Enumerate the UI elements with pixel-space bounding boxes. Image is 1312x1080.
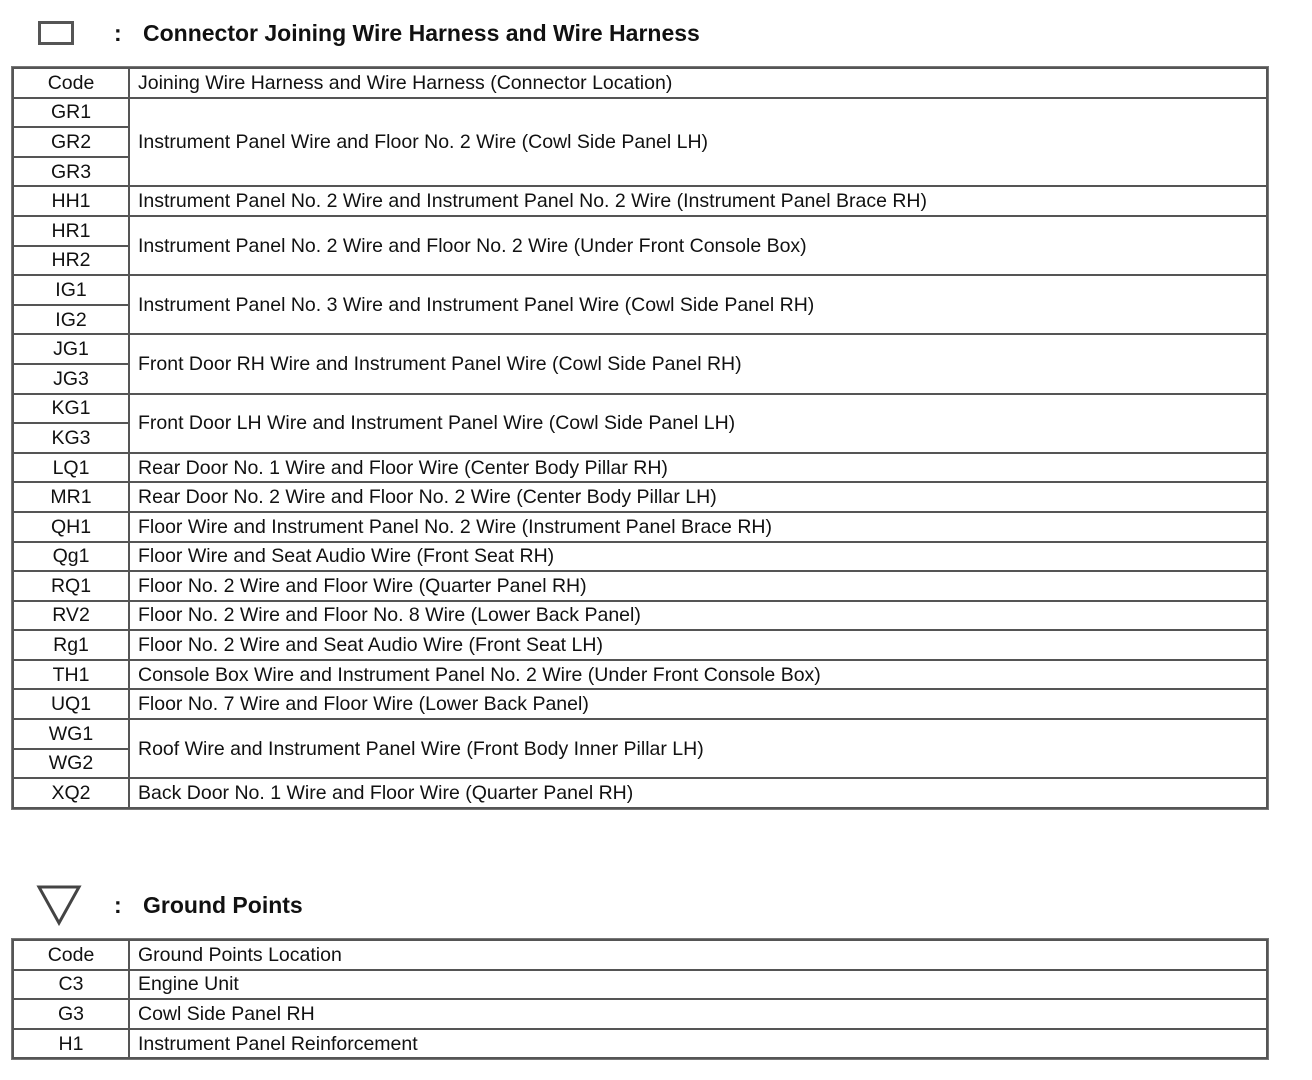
location-description: Engine Unit [129,970,1267,1000]
location-description: Front Door RH Wire and Instrument Panel Wire (Cowl Side Panel RH) [129,334,1267,393]
table-row [13,999,1267,1029]
connector-code: UQ1 [13,689,129,719]
table-row [13,216,1267,246]
connector-code: GR3 [13,157,129,187]
header-description: Ground Points Location [129,940,1267,970]
table-row [13,453,1267,483]
location-description: Rear Door No. 1 Wire and Floor Wire (Center Body Pillar RH) [129,453,1267,483]
location-description: Roof Wire and Instrument Panel Wire (Front Body Inner Pillar LH) [129,719,1267,778]
connector-code: Rg1 [13,630,129,660]
table-row [13,630,1267,660]
table-row [13,689,1267,719]
connector-code: KG3 [13,423,129,453]
connector-section-title: Connector Joining Wire Harness and Wire Harness [143,20,700,46]
location-description: Front Door LH Wire and Instrument Panel Wire (Cowl Side Panel LH) [129,394,1267,453]
connector-code: HR1 [13,216,129,246]
connector-code: GR1 [13,98,129,128]
table-header-row [13,940,1267,970]
location-description: Instrument Panel No. 3 Wire and Instrument Panel Wire (Cowl Side Panel RH) [129,275,1267,334]
connector-table [12,67,1268,809]
table-row [13,660,1267,690]
table-row [13,542,1267,572]
table-row [13,571,1267,601]
table-row [13,1029,1267,1059]
ground-points-table [12,939,1268,1059]
table-row [13,778,1267,808]
table-row [13,970,1267,1000]
table-row [13,186,1267,216]
connector-code: TH1 [13,660,129,690]
location-description: Instrument Panel Wire and Floor No. 2 Wire (Cowl Side Panel LH) [129,98,1267,187]
location-description: Floor Wire and Seat Audio Wire (Front Seat RH) [129,542,1267,572]
connector-code: G3 [13,999,129,1029]
connector-code: Qg1 [13,542,129,572]
connector-code: MR1 [13,482,129,512]
table-row [13,394,1267,424]
header-description: Joining Wire Harness and Wire Harness (Connector Location) [129,68,1267,98]
table-row [13,334,1267,364]
connector-code: LQ1 [13,453,129,483]
connector-code: IG2 [13,305,129,335]
connector-code: RQ1 [13,571,129,601]
location-description: Floor No. 2 Wire and Floor Wire (Quarter Panel RH) [129,571,1267,601]
connector-code: JG1 [13,334,129,364]
connector-code: QH1 [13,512,129,542]
connector-code: JG3 [13,364,129,394]
location-description: Console Box Wire and Instrument Panel No. 2 Wire (Under Front Console Box) [129,660,1267,690]
table-row [13,719,1267,749]
location-description: Rear Door No. 2 Wire and Floor No. 2 Wire (Center Body Pillar LH) [129,482,1267,512]
location-description: Back Door No. 1 Wire and Floor Wire (Quarter Panel RH) [129,778,1267,808]
connector-code: KG1 [13,394,129,424]
table-row [13,512,1267,542]
connector-code: RV2 [13,601,129,631]
connector-code: C3 [13,970,129,1000]
table-row [13,601,1267,631]
table-row [13,275,1267,305]
table-row [13,98,1267,128]
connector-code: H1 [13,1029,129,1059]
location-description: Floor No. 7 Wire and Floor Wire (Lower Back Panel) [129,689,1267,719]
connector-code: WG1 [13,719,129,749]
table-row [13,482,1267,512]
connector-symbol-icon [38,21,74,45]
connector-code: IG1 [13,275,129,305]
ground-colon: : [114,892,122,918]
location-description: Floor No. 2 Wire and Seat Audio Wire (Front Seat LH) [129,630,1267,660]
connector-colon: : [114,20,122,46]
connector-code: HH1 [13,186,129,216]
header-code: Code [13,68,129,98]
location-description: Instrument Panel No. 2 Wire and Instrument Panel No. 2 Wire (Instrument Panel Brace RH) [129,186,1267,216]
location-description: Cowl Side Panel RH [129,999,1267,1029]
connector-code: XQ2 [13,778,129,808]
ground-section-title: Ground Points [143,892,303,918]
location-description: Floor No. 2 Wire and Floor No. 8 Wire (Lower Back Panel) [129,601,1267,631]
ground-point-triangle-icon [36,884,82,926]
location-description: Floor Wire and Instrument Panel No. 2 Wire (Instrument Panel Brace RH) [129,512,1267,542]
location-description: Instrument Panel No. 2 Wire and Floor No. 2 Wire (Under Front Console Box) [129,216,1267,275]
connector-code: WG2 [13,749,129,779]
connector-code: HR2 [13,246,129,276]
location-description: Instrument Panel Reinforcement [129,1029,1267,1059]
header-code: Code [13,940,129,970]
table-header-row [13,68,1267,98]
connector-code: GR2 [13,127,129,157]
